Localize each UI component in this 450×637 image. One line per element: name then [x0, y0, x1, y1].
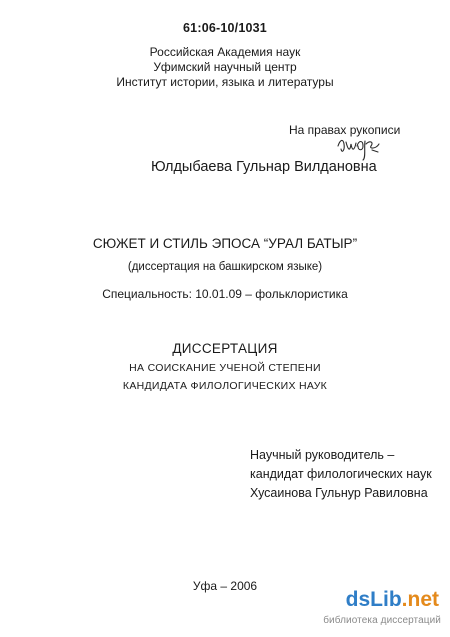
institution-line-institute: Институт истории, языка и литературы [116, 75, 334, 89]
degree-line-2: КАНДИДАТА ФИЛОЛОГИЧЕСКИХ НАУК [122, 380, 328, 392]
watermark-logo-main: dsLib [345, 588, 402, 611]
supervisor-name: Хусаинова Гульнур Равиловна [250, 486, 428, 500]
author-name: Юлдыбаева Гульнар Вилдановна [151, 159, 377, 175]
watermark-logo-tld: .net [401, 588, 439, 611]
watermark-logo [346, 588, 439, 612]
supervisor-role: Научный руководитель – [250, 448, 395, 462]
institution-line-center: Уфимский научный центр [153, 60, 297, 74]
rights-note: На правах рукописи [289, 123, 401, 137]
catalog-number: 61:06-10/1031 [183, 21, 267, 35]
city-year: Уфа – 2006 [192, 579, 258, 593]
watermark-tagline: библиотека диссертаций [323, 615, 441, 626]
work-title: СЮЖЕТ И СТИЛЬ ЭПОСА “УРАЛ БАТЫР” [92, 236, 358, 251]
degree-line-1: НА СОИСКАНИЕ УЧЕНОЙ СТЕПЕНИ [129, 362, 321, 374]
document-type: ДИССЕРТАЦИЯ [172, 341, 278, 356]
specialty: Специальность: 10.01.09 – фольклористика [102, 287, 348, 301]
handwritten-signature-icon [336, 132, 382, 162]
institution-line-academy: Российская Академия наук [149, 45, 301, 59]
supervisor-degree: кандидат филологических наук [250, 467, 432, 481]
language-note: (диссертация на башкирском языке) [127, 261, 323, 273]
watermark [307, 588, 447, 634]
